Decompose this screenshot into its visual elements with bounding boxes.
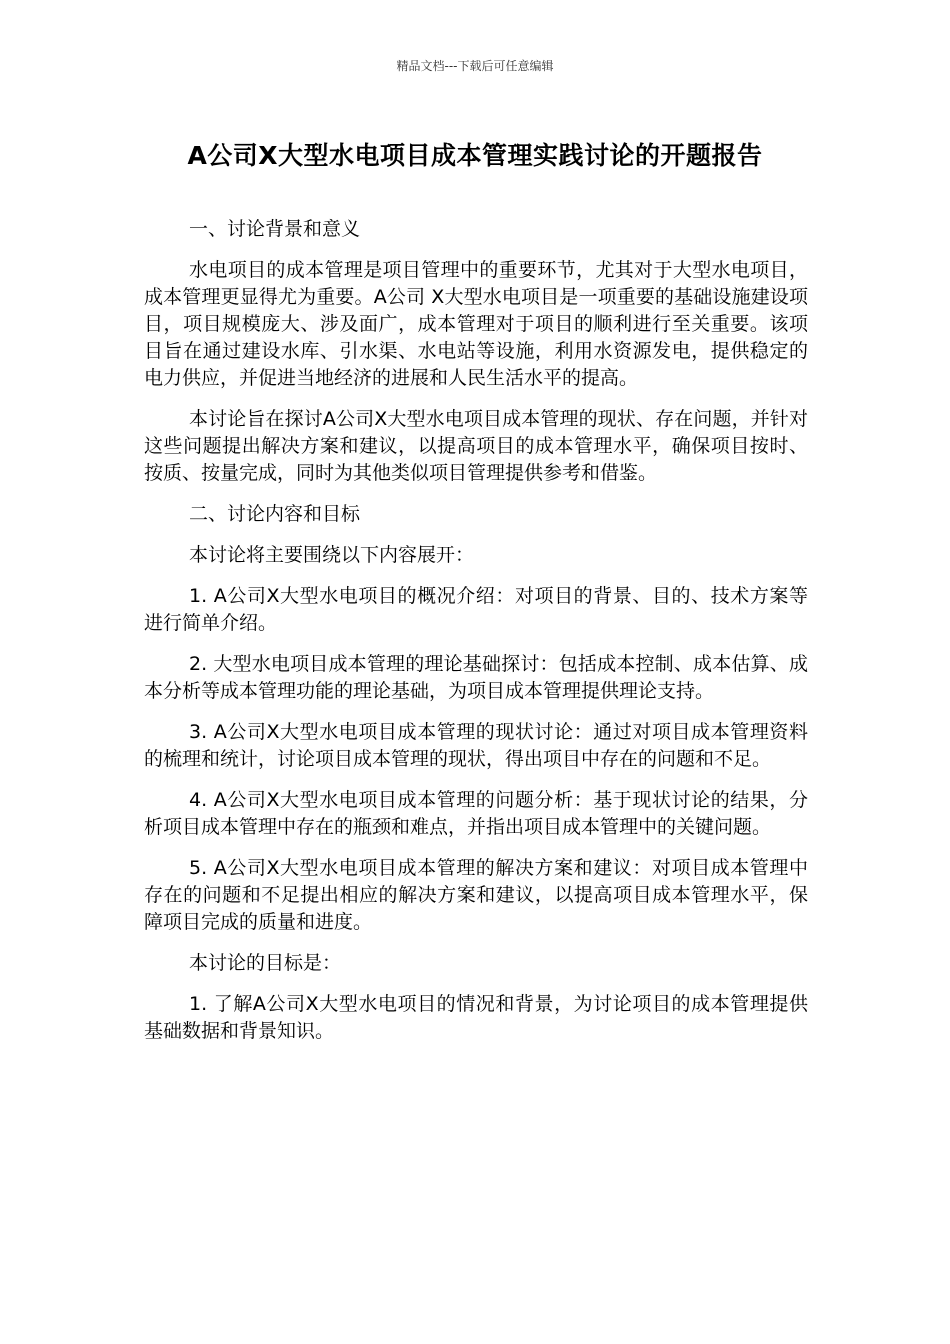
paragraph-purpose: 本讨论旨在探讨A公司X大型水电项目成本管理的现状、存在问题，并针对这些问题提出解决方案和建议，以提高项目的成本管理水平，确保项目按时、按质、按量完成，同时为其他类似项目管理提供参考和借鉴。 <box>144 408 808 484</box>
list-item-content-1: 1. A公司X大型水电项目的概况介绍：对项目的背景、目的、技术方案等进行简单介绍。 <box>144 585 808 634</box>
list-item-goal-1: 1. 了解A公司X大型水电项目的情况和背景，为讨论项目的成本管理提供基础数据和背景知识。 <box>144 993 808 1042</box>
document-title: A公司X大型水电项目成本管理实践讨论的开题报告 <box>187 141 763 170</box>
page-header: 精品文档---下载后可任意编辑 <box>396 59 554 73</box>
paragraph-background: 水电项目的成本管理是项目管理中的重要环节，尤其对于大型水电项目，成本管理更显得尤为重要。A公司 X大型水电项目是一项重要的基础设施建设项目，项目规模庞大、涉及面广，成本管理对于项目的顺利进行至关重要。该项目旨在通过建设水库、引水渠、水电站等设施，利用水资源发电，提供稳定的电力供应，并促进当地经济的进展和人民生活水平的提高。 <box>144 259 808 389</box>
list-item-content-4: 4. A公司X大型水电项目成本管理的问题分析：基于现状讨论的结果，分析项目成本管理中存在的瓶颈和难点，并指出项目成本管理中的关键问题。 <box>144 789 808 838</box>
list-item-content-5: 5. A公司X大型水电项目成本管理的解决方案和建议：对项目成本管理中存在的问题和不足提出相应的解决方案和建议，以提高项目成本管理水平，保障项目完成的质量和进度。 <box>144 857 808 933</box>
list-item-content-3: 3. A公司X大型水电项目成本管理的现状讨论：通过对项目成本管理资料的梳理和统计，讨论项目成本管理的现状，得出项目中存在的问题和不足。 <box>144 721 808 770</box>
document-body <box>144 216 808 1059</box>
list-item-content-2: 2. 大型水电项目成本管理的理论基础探讨：包括成本控制、成本估算、成本分析等成本管理功能的理论基础，为项目成本管理提供理论支持。 <box>144 653 808 702</box>
paragraph-goals-intro: 本讨论的目标是： <box>189 952 342 974</box>
section-heading-content-goals: 二、讨论内容和目标 <box>189 503 361 525</box>
section-heading-background: 一、讨论背景和意义 <box>189 218 361 240</box>
paragraph-content-intro: 本讨论将主要围绕以下内容展开： <box>189 544 475 566</box>
